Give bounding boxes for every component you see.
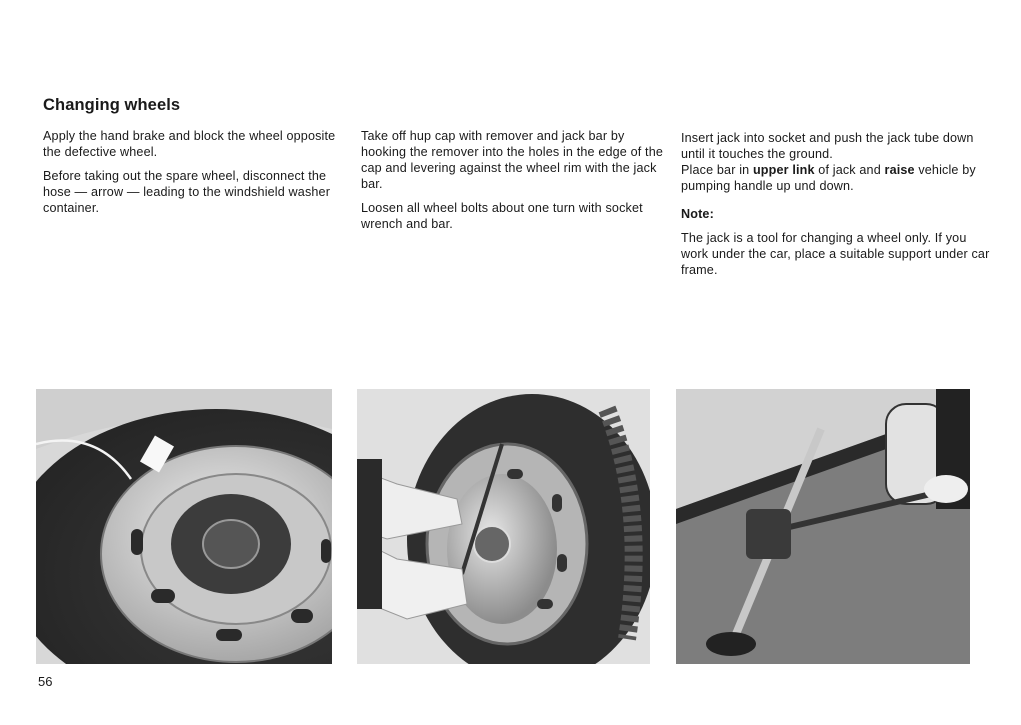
page-number: 56 — [38, 674, 53, 689]
emphasis-raise: raise — [884, 163, 915, 177]
paragraph-insert-jack: Insert jack into socket and push the jack tube down until it touches the ground. — [681, 131, 974, 161]
paragraph-raise-vehicle — [681, 162, 991, 194]
column-3-text — [681, 130, 991, 286]
note-text: The jack is a tool for changing a wheel only. If you work under the car, place a suitable support under car frame. — [681, 231, 990, 277]
figure-spare-wheel — [36, 389, 332, 664]
emphasis-upper-link: upper link — [752, 163, 815, 177]
text-segment: Place bar in — [681, 163, 753, 177]
text-segment: of jack and — [814, 163, 885, 177]
jack-illustration — [676, 389, 970, 664]
spare-wheel-illustration — [36, 389, 332, 664]
paragraph-hub-cap: Take off hup cap with remover and jack bar by hooking the remover into the holes in the edge of the cap and levering against the wheel rim with the jack bar. — [361, 129, 664, 191]
paragraph-disconnect-hose: Before taking out the spare wheel, disconnect the hose — arrow — leading to the windshield washer container. — [43, 169, 331, 215]
page-title: Changing wheels — [43, 96, 181, 114]
figure-remove-hub-cap — [357, 389, 650, 664]
paragraph-hand-brake: Apply the hand brake and block the wheel opposite the defective wheel. — [43, 129, 336, 159]
paragraph-loosen-bolts: Loosen all wheel bolts about one turn with socket wrench and bar. — [361, 201, 643, 231]
note-heading: Note: — [681, 207, 714, 221]
figure-jack-raising-vehicle — [676, 389, 970, 664]
text-segment: vehicle by pumping handle up und down. — [681, 163, 976, 193]
column-2-text — [361, 128, 666, 240]
column-1-text — [43, 128, 348, 224]
hub-cap-illustration — [357, 389, 650, 664]
